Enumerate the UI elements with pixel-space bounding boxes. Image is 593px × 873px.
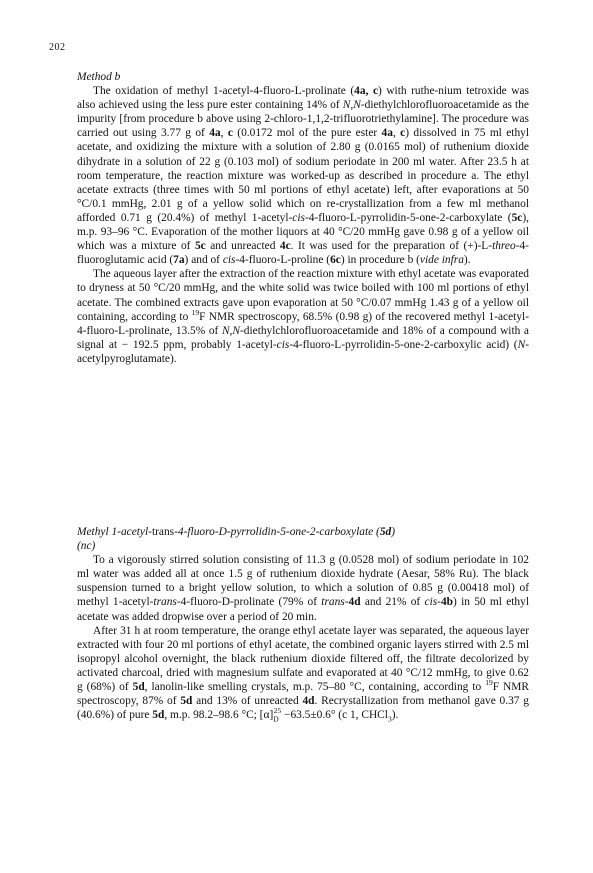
section-heading: Methyl 1-acetyl-trans-4-fluoro-D-pyrrolidin-5-one-2-carboxylate (5d) (nc) — [77, 526, 396, 553]
compound-5d-section — [77, 525, 529, 722]
method-b-section — [77, 70, 529, 366]
paragraph: To a vigorously stirred solution consisting of 11.3 g (0.0528 mol) of sodium periodate in 102 ml water was added all at once 1.5 g of ruthenium dioxide hydrate (Aesar, 58% Ru). The black suspension turned to a bright yellow solution, to which a solution of 0.85 g (0.00418 mol) of methyl 1-acetyl-trans-4-fluoro-D-prolinate (79% of trans-4d and 21% of cis-4b) in 50 ml ethyl acetate was added dropwise over a period of 20 min. — [77, 554, 529, 623]
paragraph: The oxidation of methyl 1-acetyl-4-fluoro-L-prolinate (4a, c) with ruthe-nium tetroxide was also achieved using the less pure ester containing 14% of N,N-diethylchlorofluoroacetamide as the impurity [from procedure b above using 2-chloro-1,1,2-trifluorotriethylamine]. The procedure was carried out using 3.77 g of 4a, c (0.0172 mol of the pure ester 4a, c) dissolved in 75 ml ethyl acetate, and oxidizing the mixture with a solution of 2.80 g (0.0165 mol) of ruthenium dioxide dihydrate in a solution of 22 g (0.103 mol) of sodium periodate in 200 ml water. After 23.5 h at room temperature, the reaction mixture was worked-up as described in procedure a. The ethyl acetate extracts (three times with 50 ml portions of ethyl acetate) left, after evaporations at 50 °C/0.1 mmHg, 2.01 g of a yellow solid which on re-crystallization from a few ml methanol afforded 0.71 g (20.4%) of methyl 1-acetyl-cis-4-fluoro-L-pyrrolidin-5-one-2-carboxylate (5c), m.p. 93–96 °C. Evaporation of the mother liquors at 40 °C/20 mmHg gave 0.98 g of a yellow oil which was a mixture of 5c and unreacted 4c. It was used for the preparation of (+)-L-threo-4-fluoroglutamic acid (7a) and of cis-4-fluoro-L-proline (6c) in procedure b (vide infra). — [77, 85, 529, 267]
paragraph: After 31 h at room temperature, the orange ethyl acetate layer was separated, the aqueous layer extracted with four 20 ml portions of ethyl acetate, the combined organic layers stirred with 2.5 ml isopropyl alcohol overnight, the black ruthenium dioxide filtered off, the filtrate decolorized by activated charcoal, dried with magnesium sulfate and evaporated at 40 °C/12 mmHg, to give 0.62 g (68%) of 5d, lanolin-like smelling crystals, m.p. 75–80 °C, containing, according to $^{19}$F NMR spectroscopy, 87% of 5d and 13% of unreacted 4d. Recrystallization from methanol gave 0.37 g (40.6%) of pure 5d, m.p. 98.2–98.6 °C; $[\alpha]_D^{25} -63.5\pm 0.6^\circ$ (c 1, CHCl$_3$). — [77, 624, 529, 724]
section-heading: Method b — [77, 71, 121, 83]
page-number: 202 — [49, 42, 66, 53]
paragraph: The aqueous layer after the extraction of the reaction mixture with ethyl acetate was evaporated to dryness at 50 °C/20 mmHg, and the white solid was twice boiled with 100 ml portions of ethyl acetate. The combined extracts gave upon evaporation at 50 °C/0.07 mmHg 1.43 g of a yellow oil containing, according to $^{19}$F NMR spectroscopy, 68.5% (0.98 g) of the recovered methyl 1-acetyl-4-fluoro-L-prolinate, 13.5% of N,N-diethylchlorofluoroacetamide and 18% of a compound with a signal at − 192.5 ppm, probably 1-acetyl-cis-4-fluoro-L-pyrrolidin-5-one-2-carboxylic acid) (N-acetylpyroglutamate). — [77, 268, 529, 365]
